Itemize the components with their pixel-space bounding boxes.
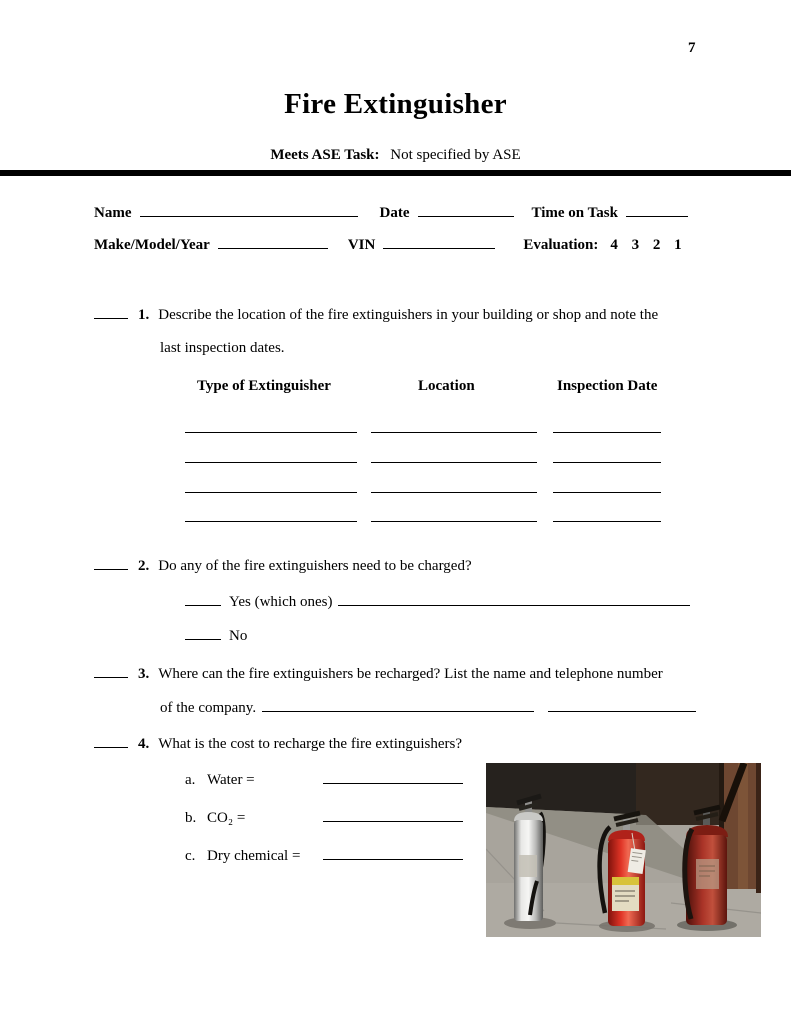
- table-line-r4-date: [553, 521, 661, 522]
- question-2-text: Do any of the fire extinguishers need to be charged?: [158, 558, 472, 574]
- grade-line-3: [94, 664, 128, 678]
- yes-label: Yes (which ones): [229, 594, 333, 610]
- question-3: [94, 664, 663, 683]
- cost-dry-chemical-line: [323, 846, 463, 860]
- time-on-task-label: Time on Task: [531, 205, 618, 221]
- table-line-r3-date: [553, 492, 661, 493]
- ase-task-label: Meets ASE Task:: [270, 147, 380, 163]
- grade-line-2: [94, 556, 128, 570]
- table-line-r3-location: [371, 492, 537, 493]
- question-4-number: 4.: [138, 736, 150, 752]
- grade-line-4: [94, 734, 128, 748]
- company-name-line: [262, 698, 534, 712]
- cost-item-co2-label: [185, 810, 323, 827]
- cost-item-dry-chemical-text: Dry chemical =: [207, 848, 301, 864]
- cost-item-co2-prefix: b.: [185, 810, 197, 826]
- date-label: Date: [379, 205, 410, 221]
- question-1: [94, 305, 658, 324]
- name-date-row: [94, 203, 688, 222]
- question-2-number: 2.: [138, 558, 150, 574]
- cost-item-dry-chemical-prefix: c.: [185, 848, 196, 864]
- page-number: 7: [688, 40, 696, 56]
- cost-item-co2-text: CO₂ =: [207, 810, 246, 826]
- question-3-number: 3.: [138, 666, 150, 682]
- ase-task-value: Not specified by ASE: [390, 147, 521, 163]
- make-model-year-line: [218, 235, 328, 249]
- yes-which-ones-line: [338, 592, 690, 606]
- cost-item-water: [185, 770, 463, 789]
- make-vin-row: [94, 235, 682, 254]
- question-2: [94, 556, 472, 575]
- question-3-text: Where can the fire extinguishers be recharged? List the name and telephone number: [158, 666, 663, 682]
- no-check-line: [185, 626, 221, 640]
- vin-line: [383, 235, 495, 249]
- name-line: [140, 203, 358, 217]
- cost-item-dry-chemical: [185, 846, 463, 865]
- table-line-r1-type: [185, 432, 357, 433]
- yes-check-line: [185, 592, 221, 606]
- evaluation-scale: 4 3 2 1: [610, 237, 682, 253]
- table-line-r2-location: [371, 462, 537, 463]
- table-line-r4-type: [185, 521, 357, 522]
- question-3-text-line2: of the company.: [160, 700, 257, 716]
- table-header-inspection-date: Inspection Date: [557, 378, 658, 394]
- question-4: [94, 734, 462, 753]
- table-line-r1-date: [553, 432, 661, 433]
- time-on-task-line: [626, 203, 688, 217]
- cost-item-co2: [185, 808, 463, 827]
- question-4-text: What is the cost to recharge the fire extinguishers?: [158, 736, 463, 752]
- name-label: Name: [94, 205, 132, 221]
- table-line-r4-location: [371, 521, 537, 522]
- ase-task-line: [0, 147, 791, 164]
- evaluation-label: Evaluation:: [523, 237, 599, 253]
- question-2-no-option: [185, 626, 247, 645]
- vin-label: VIN: [347, 237, 376, 253]
- question-2-yes-option: [185, 592, 690, 611]
- question-1-text: Describe the location of the fire extinguishers in your building or shop and note the: [158, 307, 659, 323]
- cost-water-line: [323, 770, 463, 784]
- cost-co2-line: [323, 808, 463, 822]
- question-1-number: 1.: [138, 307, 150, 323]
- question-1-text-line2: last inspection dates.: [160, 340, 285, 356]
- table-line-r1-location: [371, 432, 537, 433]
- make-model-year-label: Make/Model/Year: [94, 237, 210, 253]
- cost-item-dry-chemical-label: [185, 848, 323, 865]
- grade-line-1: [94, 305, 128, 319]
- table-line-r2-date: [553, 462, 661, 463]
- no-label: No: [229, 628, 248, 644]
- table-header-type: Type of Extinguisher: [197, 378, 331, 394]
- table-line-r3-type: [185, 492, 357, 493]
- table-header-location: Location: [418, 378, 475, 394]
- question-3-line2: [160, 698, 696, 717]
- cost-item-water-label: [185, 772, 323, 789]
- cost-item-water-text: Water =: [207, 772, 255, 788]
- silver-extinguisher: [514, 796, 544, 921]
- fire-extinguishers-photo: [486, 763, 761, 937]
- table-line-r2-type: [185, 462, 357, 463]
- cost-item-water-prefix: a.: [185, 772, 196, 788]
- divider-rule: [0, 170, 791, 176]
- page-title: Fire Extinguisher: [284, 88, 507, 120]
- date-line: [418, 203, 514, 217]
- company-phone-line: [548, 698, 696, 712]
